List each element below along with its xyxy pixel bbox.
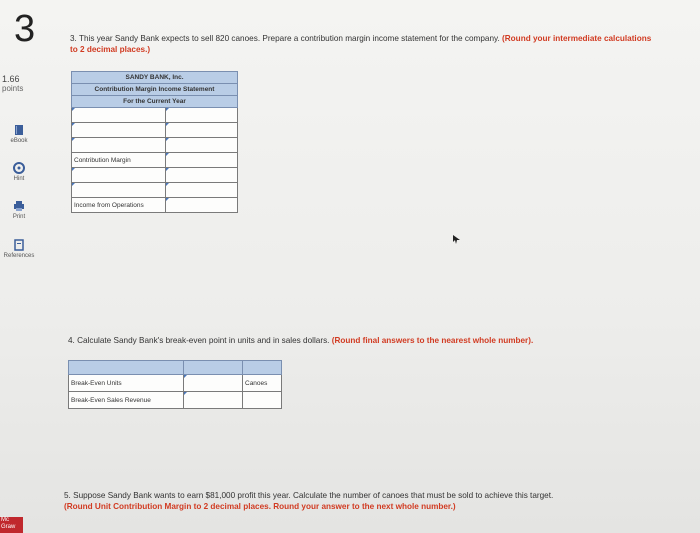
table-row [69,375,282,392]
q3-rounding-note: (Round your intermediate calculations to 2 decimal places.) [70,34,652,54]
amount-input[interactable] [165,138,237,153]
print-button[interactable] [2,200,36,220]
references-button[interactable] [2,239,36,259]
book-icon [13,124,25,136]
references-label: References [3,253,35,259]
points-label: points [2,84,24,93]
question-number: 3 [14,8,36,50]
logo-line2: Graw [1,524,16,530]
amount-input[interactable] [165,168,237,183]
table-row [72,138,238,153]
table-row [72,108,238,123]
question-5-text [64,490,674,512]
label-select[interactable] [72,108,166,123]
break-even-units-label: Break-Even Units [69,375,184,392]
statement-period: For the Current Year [72,96,238,108]
ebook-button[interactable] [2,124,36,144]
logo-line1: Mc [1,517,9,523]
mouse-cursor-icon [453,235,461,245]
question-3-text [70,33,660,55]
question-4-text [68,336,533,345]
break-even-sales-label: Break-Even Sales Revenue [69,392,184,409]
amount-input[interactable] [165,183,237,198]
q4-rounding-note: (Round final answers to the nearest whole number). [331,336,534,345]
hint-button[interactable] [2,162,36,182]
statement-company: SANDY BANK, Inc. [72,72,238,84]
break-even-sales-input[interactable] [184,392,243,409]
ebook-label: eBook [10,138,28,144]
table-row [72,123,238,138]
break-even-table [68,360,282,409]
amount-input[interactable] [165,123,237,138]
table-row [72,183,238,198]
statement-title: Contribution Margin Income Statement [72,84,238,96]
q5-rounding-note: (Round Unit Contribution Margin to 2 decimal places. Round your answer to the next whole number.) [64,502,456,511]
q5-prompt: 5. Suppose Sandy Bank wants to earn $81,000 profit this year. Calculate the number of canoes that must be sold to achieve this target. [64,491,554,500]
printer-icon [13,200,25,212]
contribution-margin-label: Contribution Margin [72,153,166,168]
sales-unit-cell [243,392,282,409]
break-even-units-input[interactable] [184,375,243,392]
table-row [72,198,238,213]
document-icon [13,239,25,251]
units-unit-label: Canoes [243,375,282,392]
points-value: 1.66 [2,74,20,84]
q3-prompt: 3. This year Sandy Bank expects to sell 820 canoes. Prepare a contribution margin income statement for the company. [70,34,503,43]
amount-input[interactable] [165,108,237,123]
income-statement-table [71,71,238,213]
print-label: Print [12,214,26,220]
income-from-operations-label: Income from Operations [72,198,166,213]
points-indicator [2,74,23,94]
q4-prompt: 4. Calculate Sandy Bank's break-even point in units and in sales dollars. [68,336,332,345]
label-select[interactable] [72,123,166,138]
label-select[interactable] [72,183,166,198]
table-row [72,168,238,183]
publisher-logo [0,517,23,533]
amount-input[interactable] [165,153,237,168]
lifebuoy-icon [13,162,25,174]
table-row [72,153,238,168]
amount-input[interactable] [165,198,237,213]
hint-label: Hint [13,176,25,182]
label-select[interactable] [72,168,166,183]
table-row [69,392,282,409]
label-select[interactable] [72,138,166,153]
